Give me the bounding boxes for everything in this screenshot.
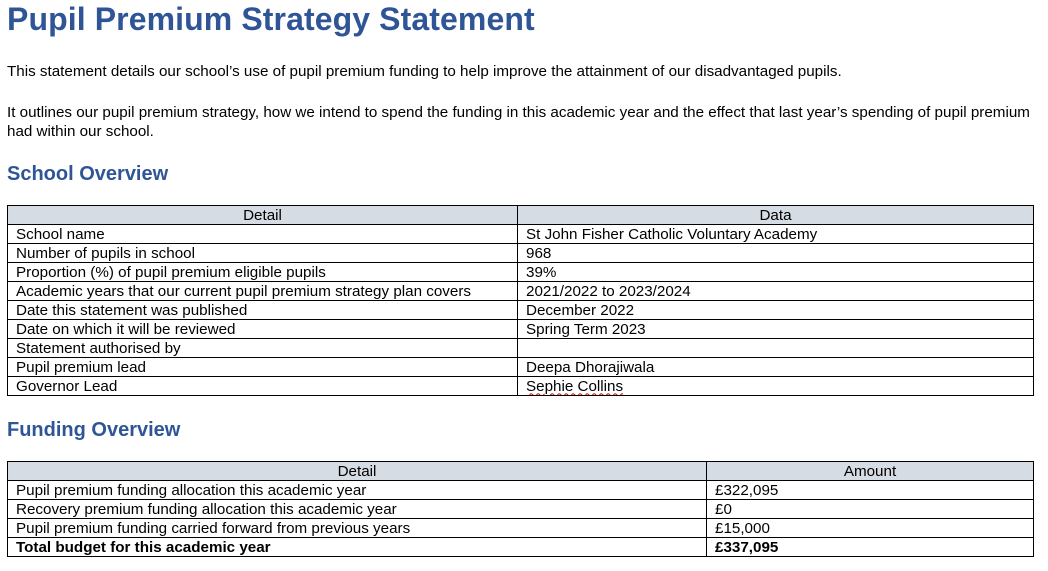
funding-overview-heading: Funding Overview (7, 419, 181, 441)
column-header-amount: Amount (707, 462, 1034, 481)
table-header-row (8, 462, 1034, 481)
intro-paragraph-2: It outlines our pupil premium strategy, how we intend to spend the funding in this academic year and the effect that last year’s spending of pupil premium had within our school. (7, 104, 1030, 140)
table-row (8, 500, 1034, 519)
value-total-budget: £337,095 (707, 538, 1034, 557)
value-pupil-premium-lead: Deepa Dhorajiwala (518, 358, 1034, 377)
governor-lead-name: Sephie Collins (526, 377, 624, 395)
value-proportion-eligible: 39% (518, 263, 1034, 282)
row-label-academic-years: Academic years that our current pupil premium strategy plan covers (8, 282, 518, 301)
row-label-date-published: Date this statement was published (8, 301, 518, 320)
value-date-published: December 2022 (518, 301, 1034, 320)
row-label-governor-lead: Governor Lead (8, 377, 518, 396)
table-row (8, 519, 1034, 538)
value-recovery-allocation: £0 (707, 500, 1034, 519)
row-label-school-name: School name (8, 225, 518, 244)
column-header-detail: Detail (8, 462, 707, 481)
intro-paragraph-1: This statement details our school’s use of pupil premium funding to help improve the attainment of our disadvantaged pupils. (7, 63, 842, 80)
table-row (8, 244, 1034, 263)
school-overview-table (7, 205, 1034, 396)
row-label-carried-forward: Pupil premium funding carried forward from previous years (8, 519, 707, 538)
page-title: Pupil Premium Strategy Statement (7, 1, 535, 37)
value-date-reviewed: Spring Term 2023 (518, 320, 1034, 339)
value-governor-lead (518, 377, 1034, 396)
table-header-row (8, 206, 1034, 225)
school-overview-heading: School Overview (7, 163, 169, 185)
row-label-proportion-eligible: Proportion (%) of pupil premium eligible pupils (8, 263, 518, 282)
row-label-pupil-premium-lead: Pupil premium lead (8, 358, 518, 377)
value-authorised-by (518, 339, 1034, 358)
value-number-of-pupils: 968 (518, 244, 1034, 263)
table-row (8, 481, 1034, 500)
row-label-number-of-pupils: Number of pupils in school (8, 244, 518, 263)
column-header-detail: Detail (8, 206, 518, 225)
row-label-authorised-by: Statement authorised by (8, 339, 518, 358)
row-label-pp-allocation: Pupil premium funding allocation this academic year (8, 481, 707, 500)
table-row (8, 377, 1034, 396)
column-header-data: Data (518, 206, 1034, 225)
table-row (8, 263, 1034, 282)
table-row (8, 282, 1034, 301)
table-row (8, 320, 1034, 339)
value-academic-years: 2021/2022 to 2023/2024 (518, 282, 1034, 301)
value-carried-forward: £15,000 (707, 519, 1034, 538)
value-school-name: St John Fisher Catholic Voluntary Academy (518, 225, 1034, 244)
table-row-total (8, 538, 1034, 557)
row-label-date-reviewed: Date on which it will be reviewed (8, 320, 518, 339)
row-label-total-budget: Total budget for this academic year (8, 538, 707, 557)
row-label-recovery-allocation: Recovery premium funding allocation this academic year (8, 500, 707, 519)
funding-overview-table (7, 461, 1034, 557)
table-row (8, 358, 1034, 377)
value-pp-allocation: £322,095 (707, 481, 1034, 500)
table-row (8, 301, 1034, 320)
table-row (8, 225, 1034, 244)
table-row (8, 339, 1034, 358)
